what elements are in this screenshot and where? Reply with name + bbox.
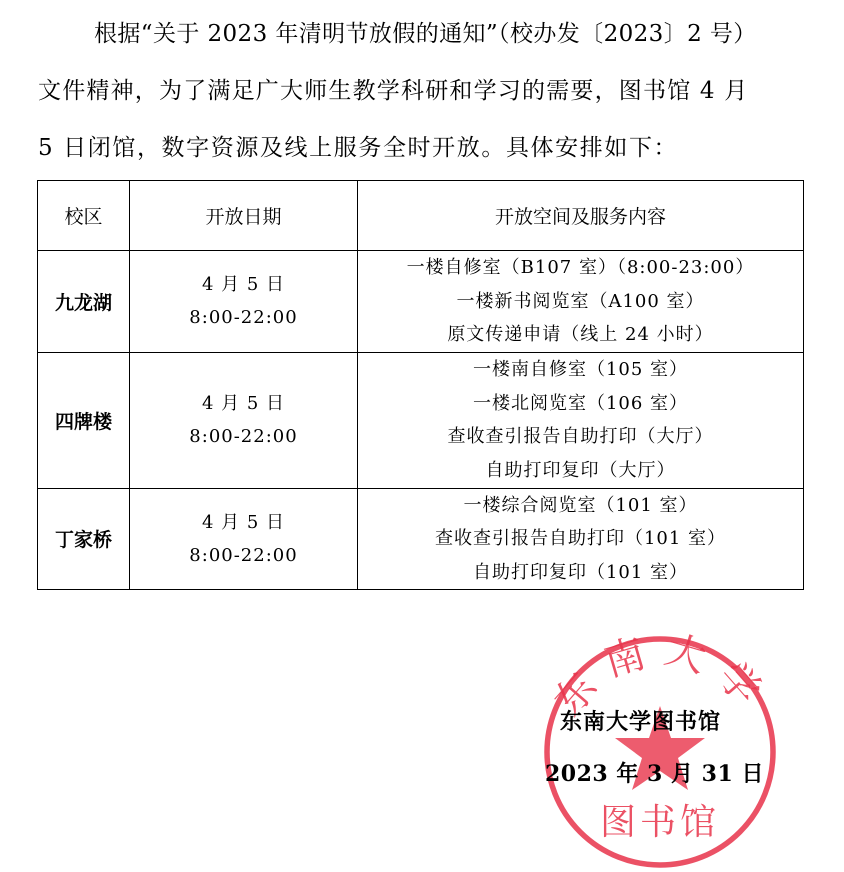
services-cell	[358, 251, 804, 353]
service-item: 自助打印复印（大厅）	[485, 459, 676, 481]
signature-date: 2023 年 3 月 31 日	[545, 761, 764, 787]
date-day: 4 月 5 日	[201, 511, 286, 533]
signer-org: 东南大学图书馆	[560, 709, 722, 735]
service-item: 一楼北阅览室（106 室）	[472, 392, 689, 414]
services-cell	[358, 488, 804, 590]
service-item: 自助打印复印（101 室）	[472, 561, 689, 583]
seal-ring-text: 东南大学	[545, 628, 779, 725]
date-cell	[130, 251, 358, 353]
notice-line-1: 根据“关于 2023 年清明节放假的通知”（校办发〔2023〕2 号）	[94, 21, 757, 47]
service-item: 一楼南自修室（105 室）	[472, 359, 689, 380]
date-hours: 8:00-22:00	[189, 426, 298, 447]
table-row	[38, 352, 804, 488]
service-item: 查收查引报告自助打印（大厅）	[447, 426, 714, 447]
date-cell	[130, 488, 358, 590]
seal-bottom-text: 图书馆	[599, 802, 721, 843]
campus-cell: 丁家桥	[38, 488, 130, 590]
official-seal	[535, 628, 785, 872]
service-item: 一楼综合阅览室（101 室）	[463, 494, 698, 516]
service-item: 一楼新书阅览室（A100 室）	[456, 290, 705, 312]
notice-line-2: 文件精神，为了满足广大师生教学科研和学习的需要，图书馆 4 月	[38, 78, 749, 104]
header-date: 开放日期	[130, 181, 358, 251]
date-hours: 8:00-22:00	[189, 307, 298, 329]
header-campus: 校区	[38, 181, 130, 251]
service-item: 一楼自修室（B107 室）（8:00-23:00）	[406, 257, 755, 278]
date-day: 4 月 5 日	[201, 274, 286, 296]
table-header-row	[38, 181, 804, 251]
header-services: 开放空间及服务内容	[358, 181, 804, 251]
service-item: 原文传递申请（线上 24 小时）	[447, 324, 714, 345]
date-day: 4 月 5 日	[201, 393, 286, 414]
schedule-table	[37, 180, 804, 590]
services-cell	[358, 352, 804, 488]
table-row	[38, 251, 804, 353]
table-row	[38, 488, 804, 590]
campus-cell: 九龙湖	[38, 251, 130, 353]
service-item: 查收查引报告自助打印（101 室）	[434, 528, 727, 549]
date-hours: 8:00-22:00	[189, 544, 298, 566]
date-cell	[130, 352, 358, 488]
notice-line-3: 5 日闭馆，数字资源及线上服务全时开放。具体安排如下：	[38, 135, 679, 161]
notice-paragraph	[38, 6, 808, 177]
campus-cell: 四牌楼	[38, 352, 130, 488]
